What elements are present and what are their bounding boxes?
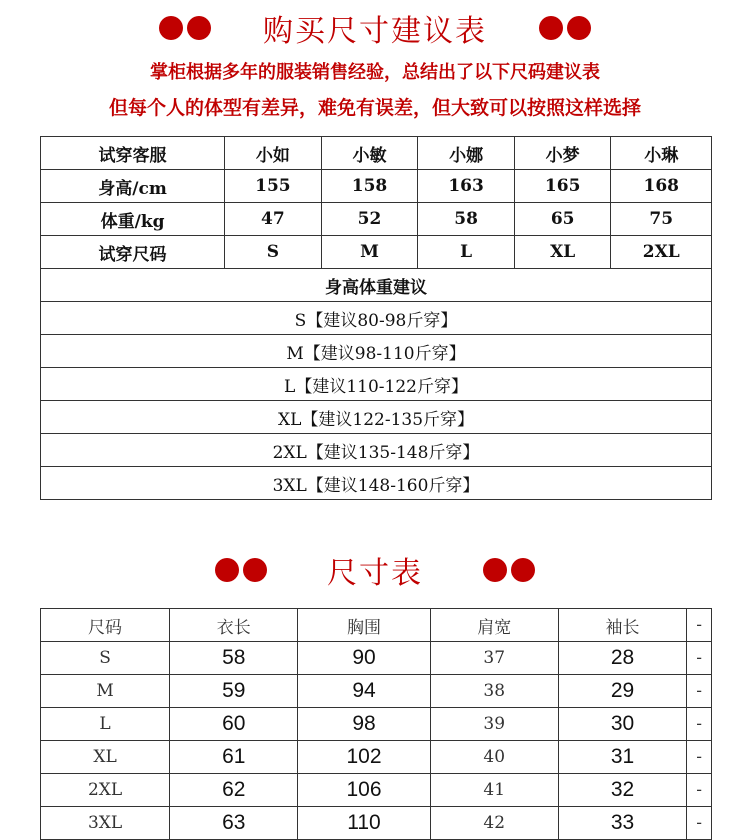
table-cell: 110 [298,807,430,840]
table-cell: M [321,236,418,269]
table-cell: 肩宽 [430,609,558,642]
size-recommendation-title-row [0,6,750,50]
table-cell: 32 [558,774,686,807]
table-row [41,774,712,807]
table-cell: 28 [558,642,686,675]
table-cell: 小敏 [321,137,418,170]
table-cell: 163 [418,170,515,203]
table-cell: - [687,642,712,675]
table-cell: 94 [298,675,430,708]
intro-line-2: 但每个人的体型有差异，难免有误差，但大致可以按照这样选择 [108,97,641,119]
table-cell: 165 [514,170,611,203]
decorative-dots-left [159,16,211,40]
table-cell: - [687,675,712,708]
table-cell: 37 [430,642,558,675]
table-cell: 31 [558,741,686,774]
suggestion-line: L【建议110-122斤穿】 [41,368,712,401]
table-row [41,642,712,675]
suggestion-heading: 身高体重建议 [41,269,712,302]
table-cell: 42 [430,807,558,840]
table-cell: 58 [170,642,298,675]
red-dot-icon [159,16,183,40]
size-chart-title-row [0,548,750,592]
table-cell: S [225,236,322,269]
table-row [41,807,712,840]
table-cell: 体重/kg [41,203,225,236]
red-dot-icon [511,558,535,582]
table-cell: L [418,236,515,269]
table-cell: 胸围 [298,609,430,642]
decorative-dots-right [483,558,535,582]
suggestion-line: M【建议98-110斤穿】 [41,335,712,368]
table-cell: 63 [170,807,298,840]
red-dot-icon [567,16,591,40]
table-cell: 小如 [225,137,322,170]
table-cell: 2XL [611,236,712,269]
table-row [41,236,712,269]
table-cell: 168 [611,170,712,203]
table-row [41,434,712,467]
suggestion-line: 3XL【建议148-160斤穿】 [41,467,712,500]
table-cell: 33 [558,807,686,840]
table-row [41,170,712,203]
table-row [41,203,712,236]
table-cell: 小琳 [611,137,712,170]
intro-line-1: 掌柜根据多年的服装销售经验，总结出了以下尺码建议表 [150,62,600,83]
table-cell: 98 [298,708,430,741]
table-cell: 59 [170,675,298,708]
table-cell: - [687,741,712,774]
table-cell: - [687,774,712,807]
table-cell: 58 [418,203,515,236]
table-cell: 102 [298,741,430,774]
size-chart-table [40,608,712,840]
table-cell: 40 [430,741,558,774]
size-chart-title: 尺寸表 [327,556,423,591]
red-dot-icon [243,558,267,582]
size-recommendation-title: 购买尺寸建议表 [263,14,487,49]
table-cell: XL [514,236,611,269]
table-cell: XL [41,741,170,774]
decorative-dots-right [539,16,591,40]
table-row [41,675,712,708]
table-cell: 155 [225,170,322,203]
table-cell: 小梦 [514,137,611,170]
fitting-header-row [41,137,712,170]
table-cell: 袖长 [558,609,686,642]
table-cell: 65 [514,203,611,236]
table-cell: 衣长 [170,609,298,642]
table-cell: 39 [430,708,558,741]
table-cell: 29 [558,675,686,708]
table-row [41,302,712,335]
red-dot-icon [215,558,239,582]
table-cell: 158 [321,170,418,203]
suggestion-line: S【建议80-98斤穿】 [41,302,712,335]
table-cell: - [687,609,712,642]
table-cell: 61 [170,741,298,774]
fitting-table [40,136,712,500]
table-cell: 2XL [41,774,170,807]
table-cell: 身高/cm [41,170,225,203]
table-row [41,335,712,368]
table-cell: 30 [558,708,686,741]
table-row [41,368,712,401]
suggestion-line: XL【建议122-135斤穿】 [41,401,712,434]
table-row [41,467,712,500]
table-cell: 75 [611,203,712,236]
table-cell: - [687,708,712,741]
suggestion-line: 2XL【建议135-148斤穿】 [41,434,712,467]
table-cell: 90 [298,642,430,675]
table-row [41,401,712,434]
table-cell: 尺码 [41,609,170,642]
table-cell: L [41,708,170,741]
table-cell: - [687,807,712,840]
table-cell: M [41,675,170,708]
table-cell: 62 [170,774,298,807]
table-cell: 60 [170,708,298,741]
red-dot-icon [187,16,211,40]
table-cell: 小娜 [418,137,515,170]
table-cell: 3XL [41,807,170,840]
table-cell: S [41,642,170,675]
table-cell: 52 [321,203,418,236]
red-dot-icon [483,558,507,582]
table-cell: 38 [430,675,558,708]
table-cell: 41 [430,774,558,807]
table-row [41,269,712,302]
table-row [41,708,712,741]
table-cell: 试穿尺码 [41,236,225,269]
size-chart-header-row [41,609,712,642]
table-cell: 106 [298,774,430,807]
red-dot-icon [539,16,563,40]
table-row [41,741,712,774]
decorative-dots-left [215,558,267,582]
table-cell: 试穿客服 [41,137,225,170]
table-cell: 47 [225,203,322,236]
